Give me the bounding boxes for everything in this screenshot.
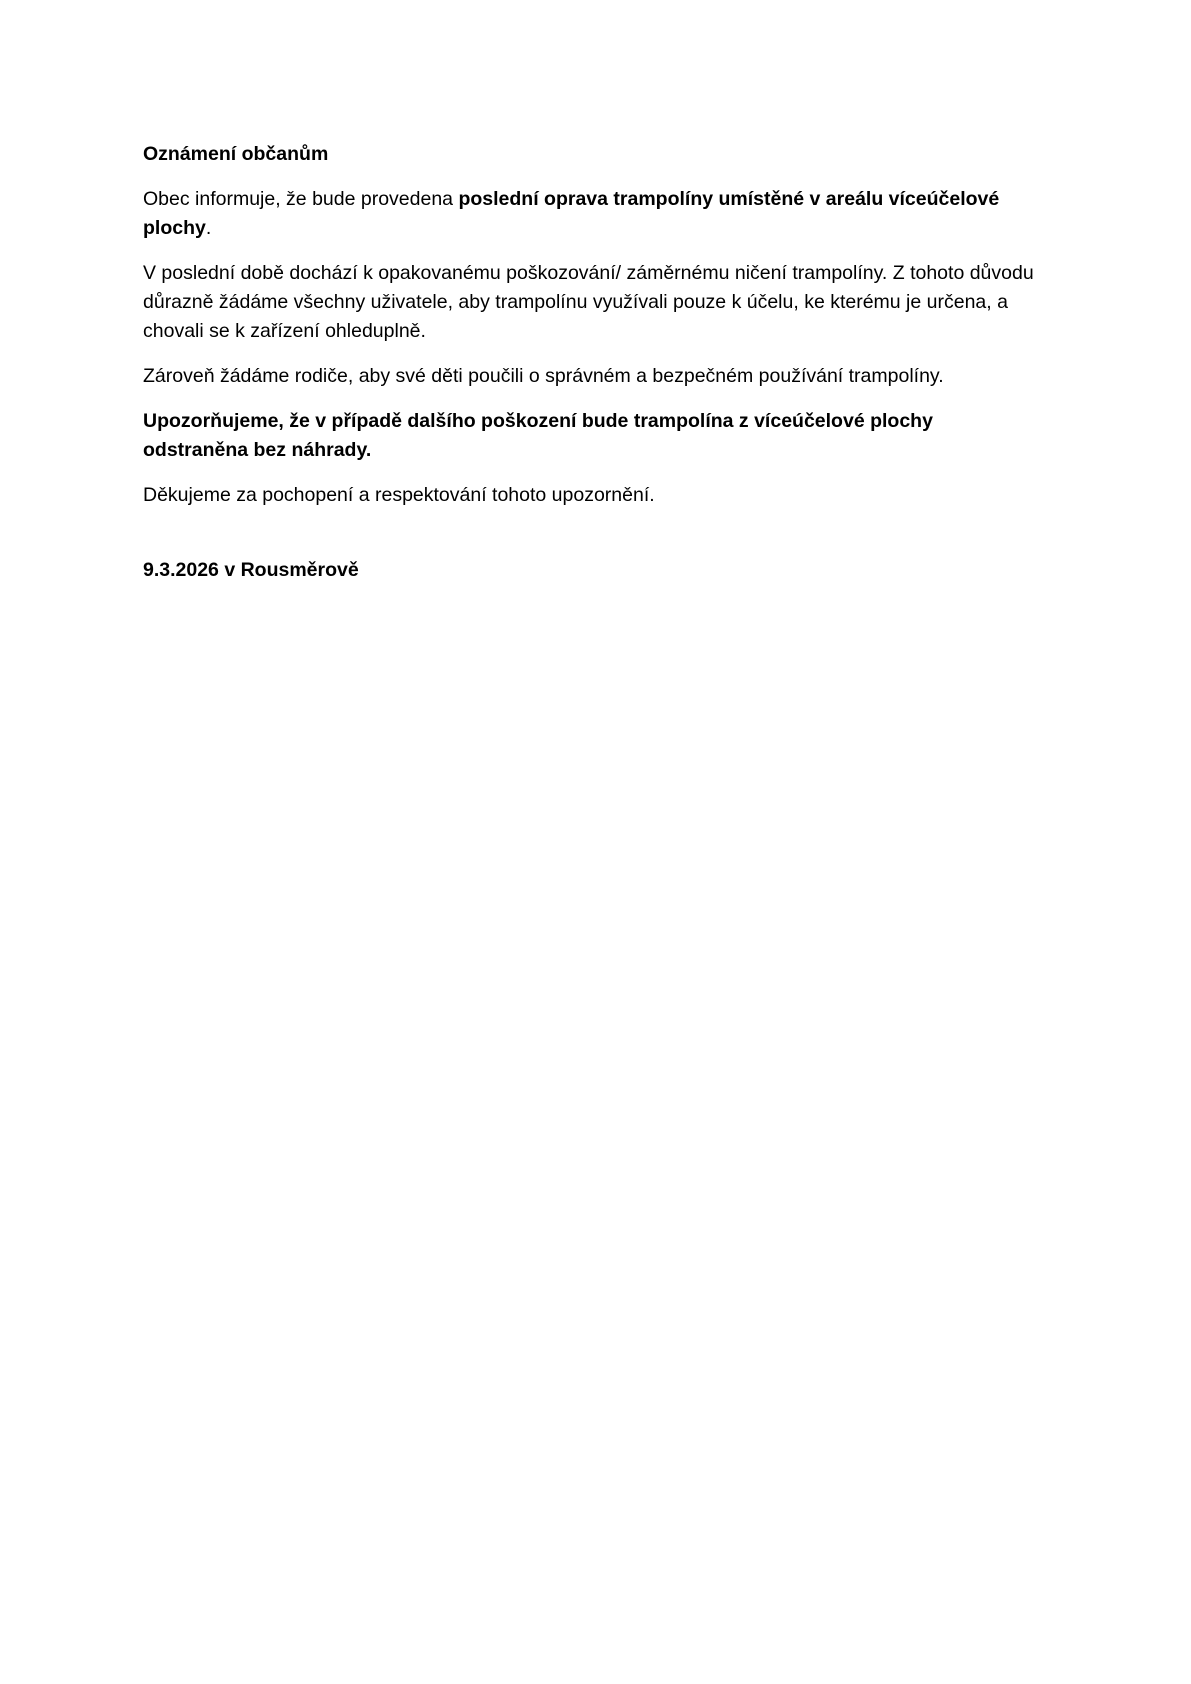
paragraph-damage-info: V poslední době dochází k opakovanému poškozování/ záměrnému ničení trampolíny. Z tohoto důvodu důrazně žádáme všechny uživatele, aby trampolínu využívali pouze k účelu, ke kterému je určena, a chovali se k zařízení ohleduplně. (143, 262, 1034, 342)
paragraph-repair-suffix: . (205, 217, 212, 239)
paragraph-repair-info (143, 185, 1043, 243)
paragraph-repair-prefix: Obec informuje, že bude provedena (143, 188, 459, 210)
date-place-line: 9.3.2026 v Rousměrově (143, 559, 359, 581)
document-title: Oznámení občanům (143, 143, 329, 165)
paragraph-thanks: Děkujeme za pochopení a respektování tohoto upozornění. (143, 484, 655, 506)
paragraph-warning: Upozorňujeme, že v případě dalšího poškození bude trampolína z víceúčelové plochy odstraněna bez náhrady. (143, 410, 933, 461)
document-body (143, 140, 1043, 601)
paragraph-repair-bold: poslední oprava trampolíny umístěné v areálu víceúčelové plochy (143, 188, 1000, 239)
paragraph-parents-request: Zároveň žádáme rodiče, aby své děti poučili o správném a bezpečném používání trampolíny. (143, 365, 944, 387)
